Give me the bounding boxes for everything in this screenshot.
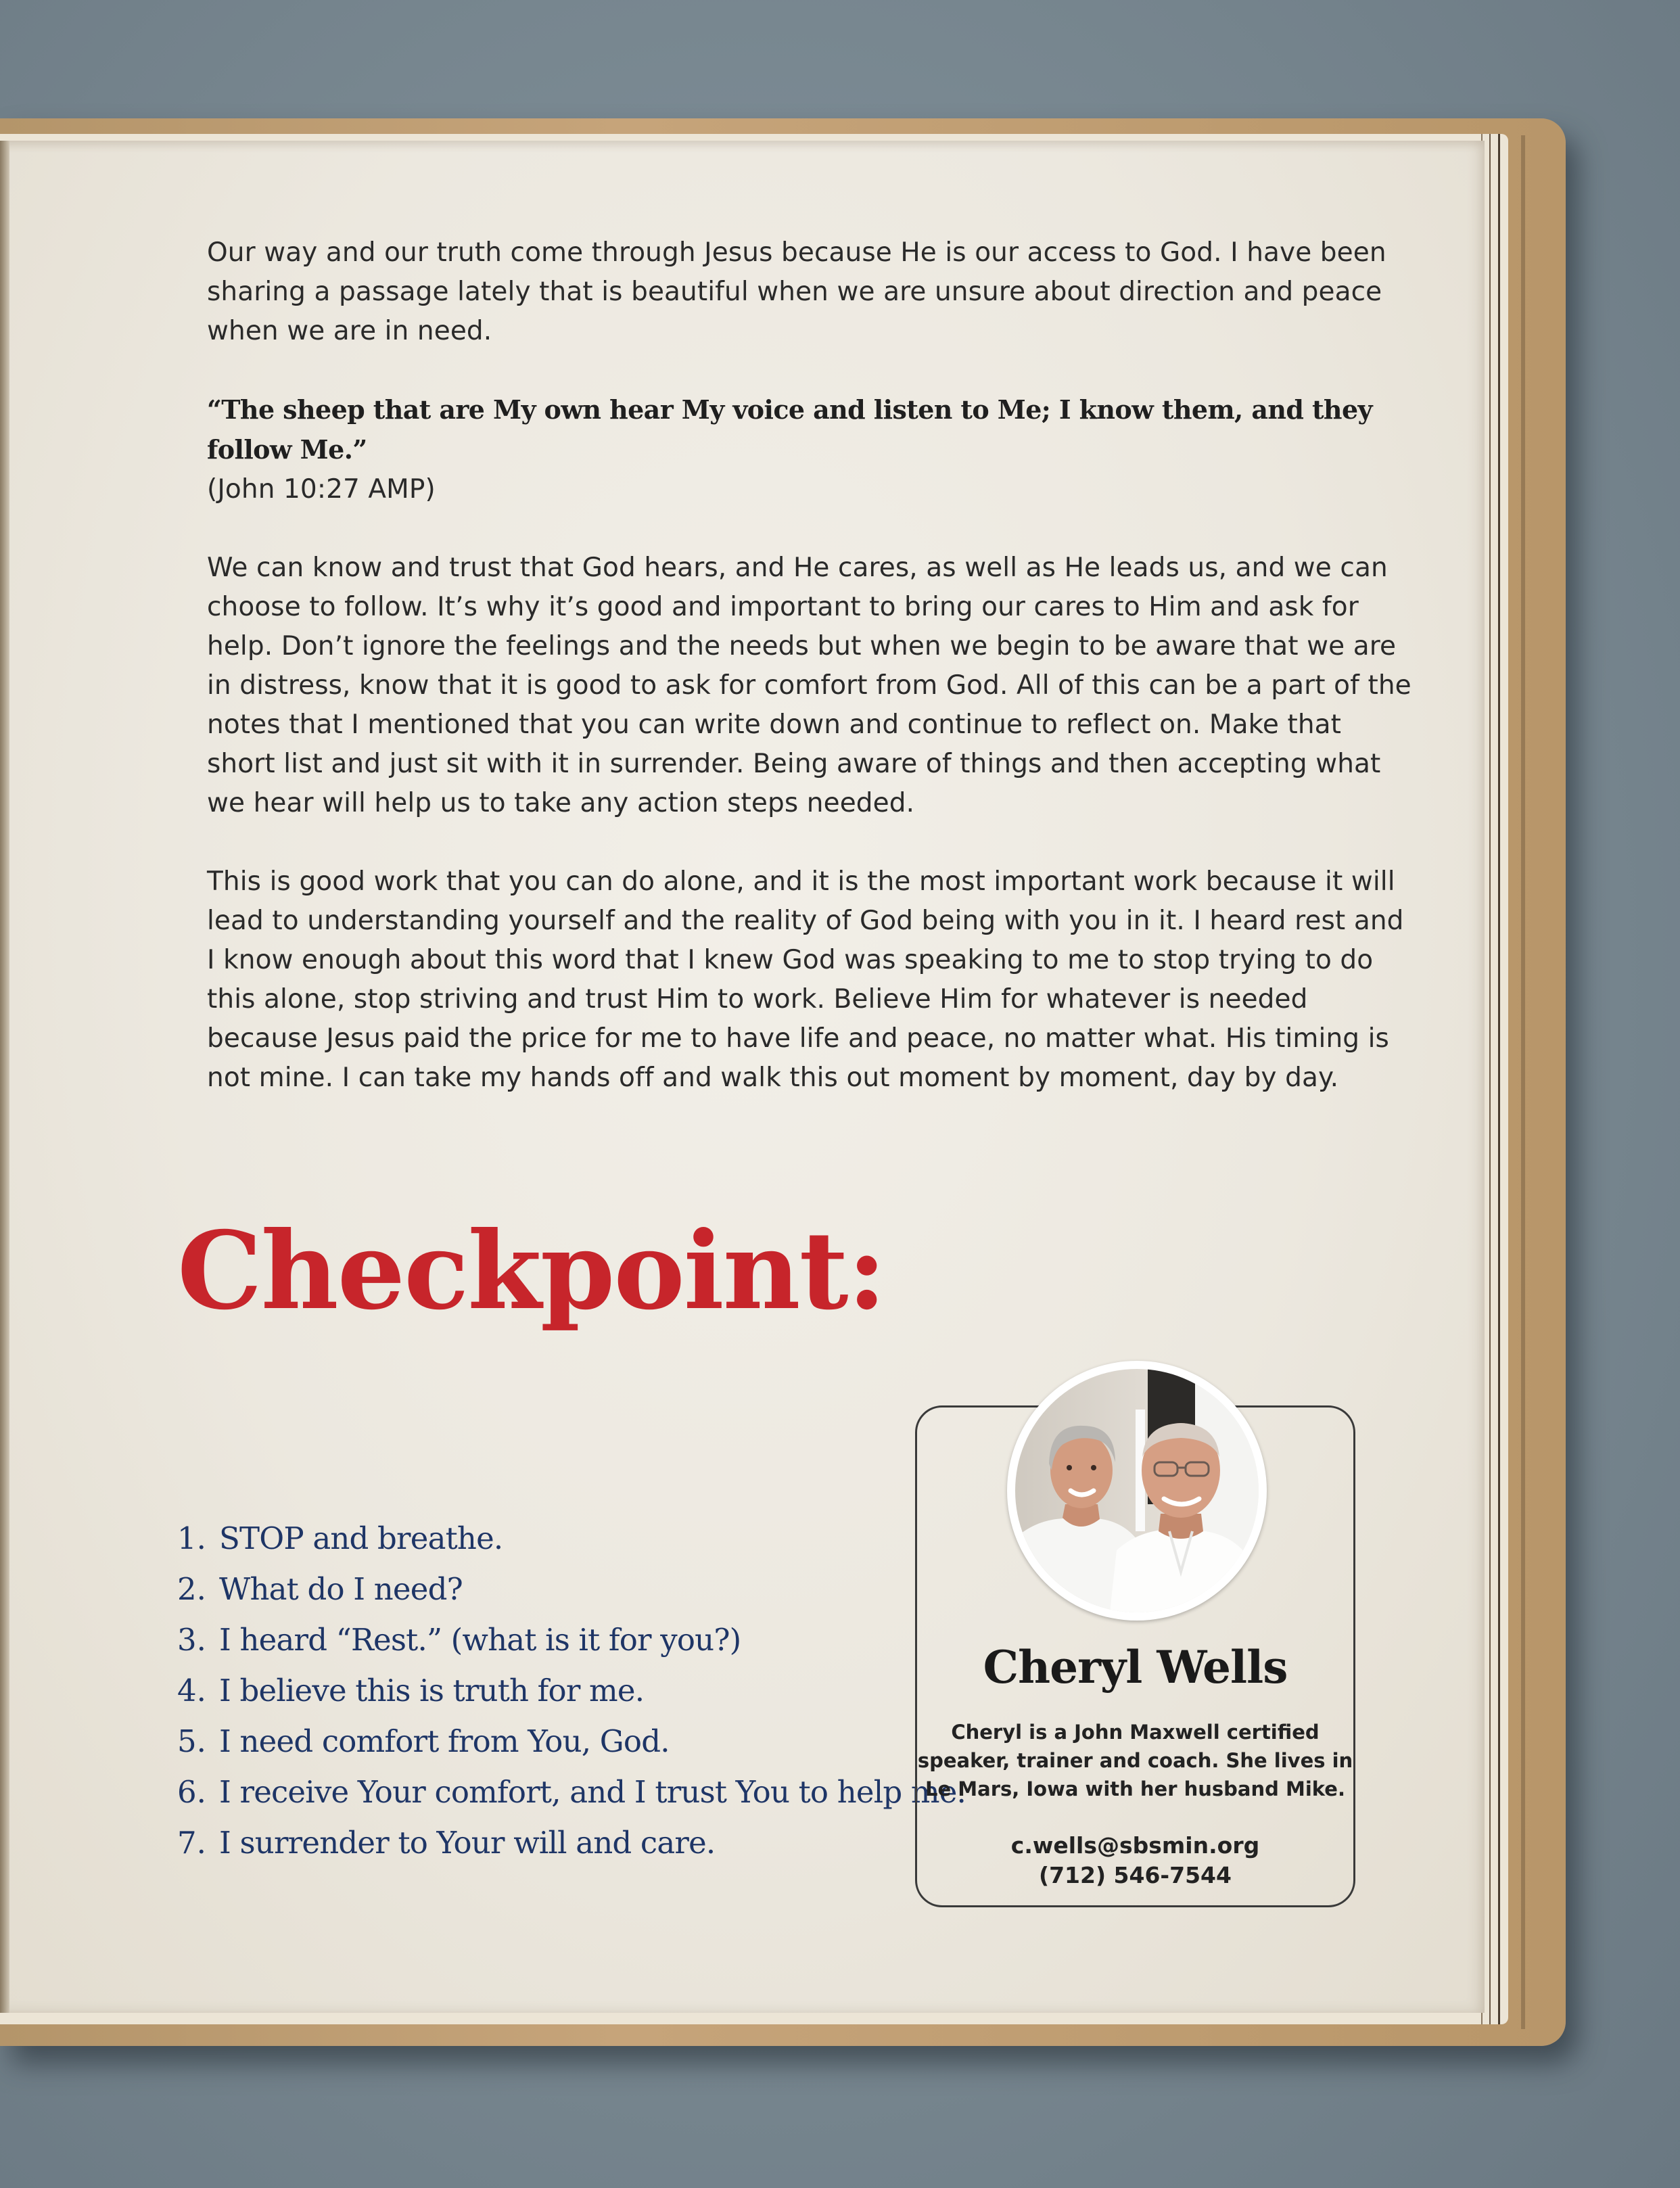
scripture-citation: (John 10:27 AMP) — [207, 474, 436, 505]
list-item — [177, 1614, 966, 1665]
author-description: Cheryl is a John Maxwell certified speaker, trainer and coach. She lives in Le Mars, Iowa with her husband Mike. — [917, 1721, 1353, 1800]
checkpoint-list — [177, 1513, 966, 1868]
list-item — [177, 1665, 966, 1716]
paragraph-trust: We can know and trust that God hears, and He cares, as well as He leads us, and we can choose to follow. It’s why it’s good and important to bring our cares to Him and ask for help. Don’t ignore the feelings and the needs but when we begin to be aware that we are in distress, know that it is good to ask for comfort from God. All of this can be a part of the notes that I mentioned that you can write down and continue to reflect on. Make that short list and just sit with it in surrender. Being aware of things and then accepting what we hear will help us to take any action steps needed. — [207, 553, 1411, 818]
page-edge-line — [1489, 134, 1491, 2024]
list-item-text: What do I need? — [219, 1571, 463, 1607]
list-item-text: I believe this is truth for me. — [219, 1673, 645, 1708]
author-photo-frame — [1007, 1361, 1267, 1621]
checkpoint-title: Checkpoint: — [177, 1209, 885, 1334]
list-item — [177, 1513, 966, 1564]
author-phone[interactable]: (712) 546-7544 — [1039, 1862, 1232, 1888]
page-edge-line — [1498, 134, 1500, 2024]
author-email[interactable]: c.wells@sbsmin.org — [1010, 1832, 1260, 1859]
list-item — [177, 1716, 966, 1767]
list-item-number: 6. — [177, 1774, 206, 1810]
paragraph-good-work: This is good work that you can do alone, and it is the most important work because it will lead to understanding yourself and the reality of God being with you in it. I heard rest and I know enough about this word that I knew God was speaking to me to stop trying to do this alone, stop striving and trust Him to work. Believe Him for whatever is needed because Jesus paid the price for me to have life and peace, no matter what. His timing is not mine. I can take my hands off and walk this out moment by moment, day by day. — [207, 866, 1404, 1093]
author-name: Cheryl Wells — [983, 1641, 1288, 1694]
list-item-number: 5. — [177, 1723, 206, 1759]
scripture-block — [207, 390, 1418, 509]
list-item-text: I surrender to Your will and care. — [219, 1825, 716, 1861]
list-item-text: STOP and breathe. — [219, 1520, 503, 1556]
portrait-illustration — [1015, 1369, 1259, 1612]
list-item-number: 2. — [177, 1571, 206, 1607]
couple-portrait-photo — [1015, 1369, 1259, 1612]
scripture-quote: “The sheep that are My own hear My voice and listen to Me; I know them, and they follow Me.” — [207, 394, 1373, 465]
paragraph-intro: Our way and our truth come through Jesus because He is our access to God. I have been sharing a passage lately that is beautiful when we are unsure about direction and peace when we are in need. — [207, 237, 1386, 346]
article-body — [207, 233, 1418, 1137]
list-item-number: 4. — [177, 1673, 206, 1708]
list-item — [177, 1767, 966, 1817]
list-item-text: I receive Your comfort, and I trust You to help me. — [219, 1774, 966, 1810]
list-item-number: 3. — [177, 1622, 206, 1658]
list-item — [177, 1564, 966, 1614]
page-spine — [0, 141, 9, 2013]
list-item-number: 1. — [177, 1520, 206, 1556]
list-item-number: 7. — [177, 1825, 206, 1861]
list-item-text: I heard “Rest.” (what is it for you?) — [219, 1622, 741, 1658]
list-item — [177, 1817, 966, 1868]
cover-crease — [1521, 135, 1525, 2029]
list-item-text: I need comfort from You, God. — [219, 1723, 670, 1759]
